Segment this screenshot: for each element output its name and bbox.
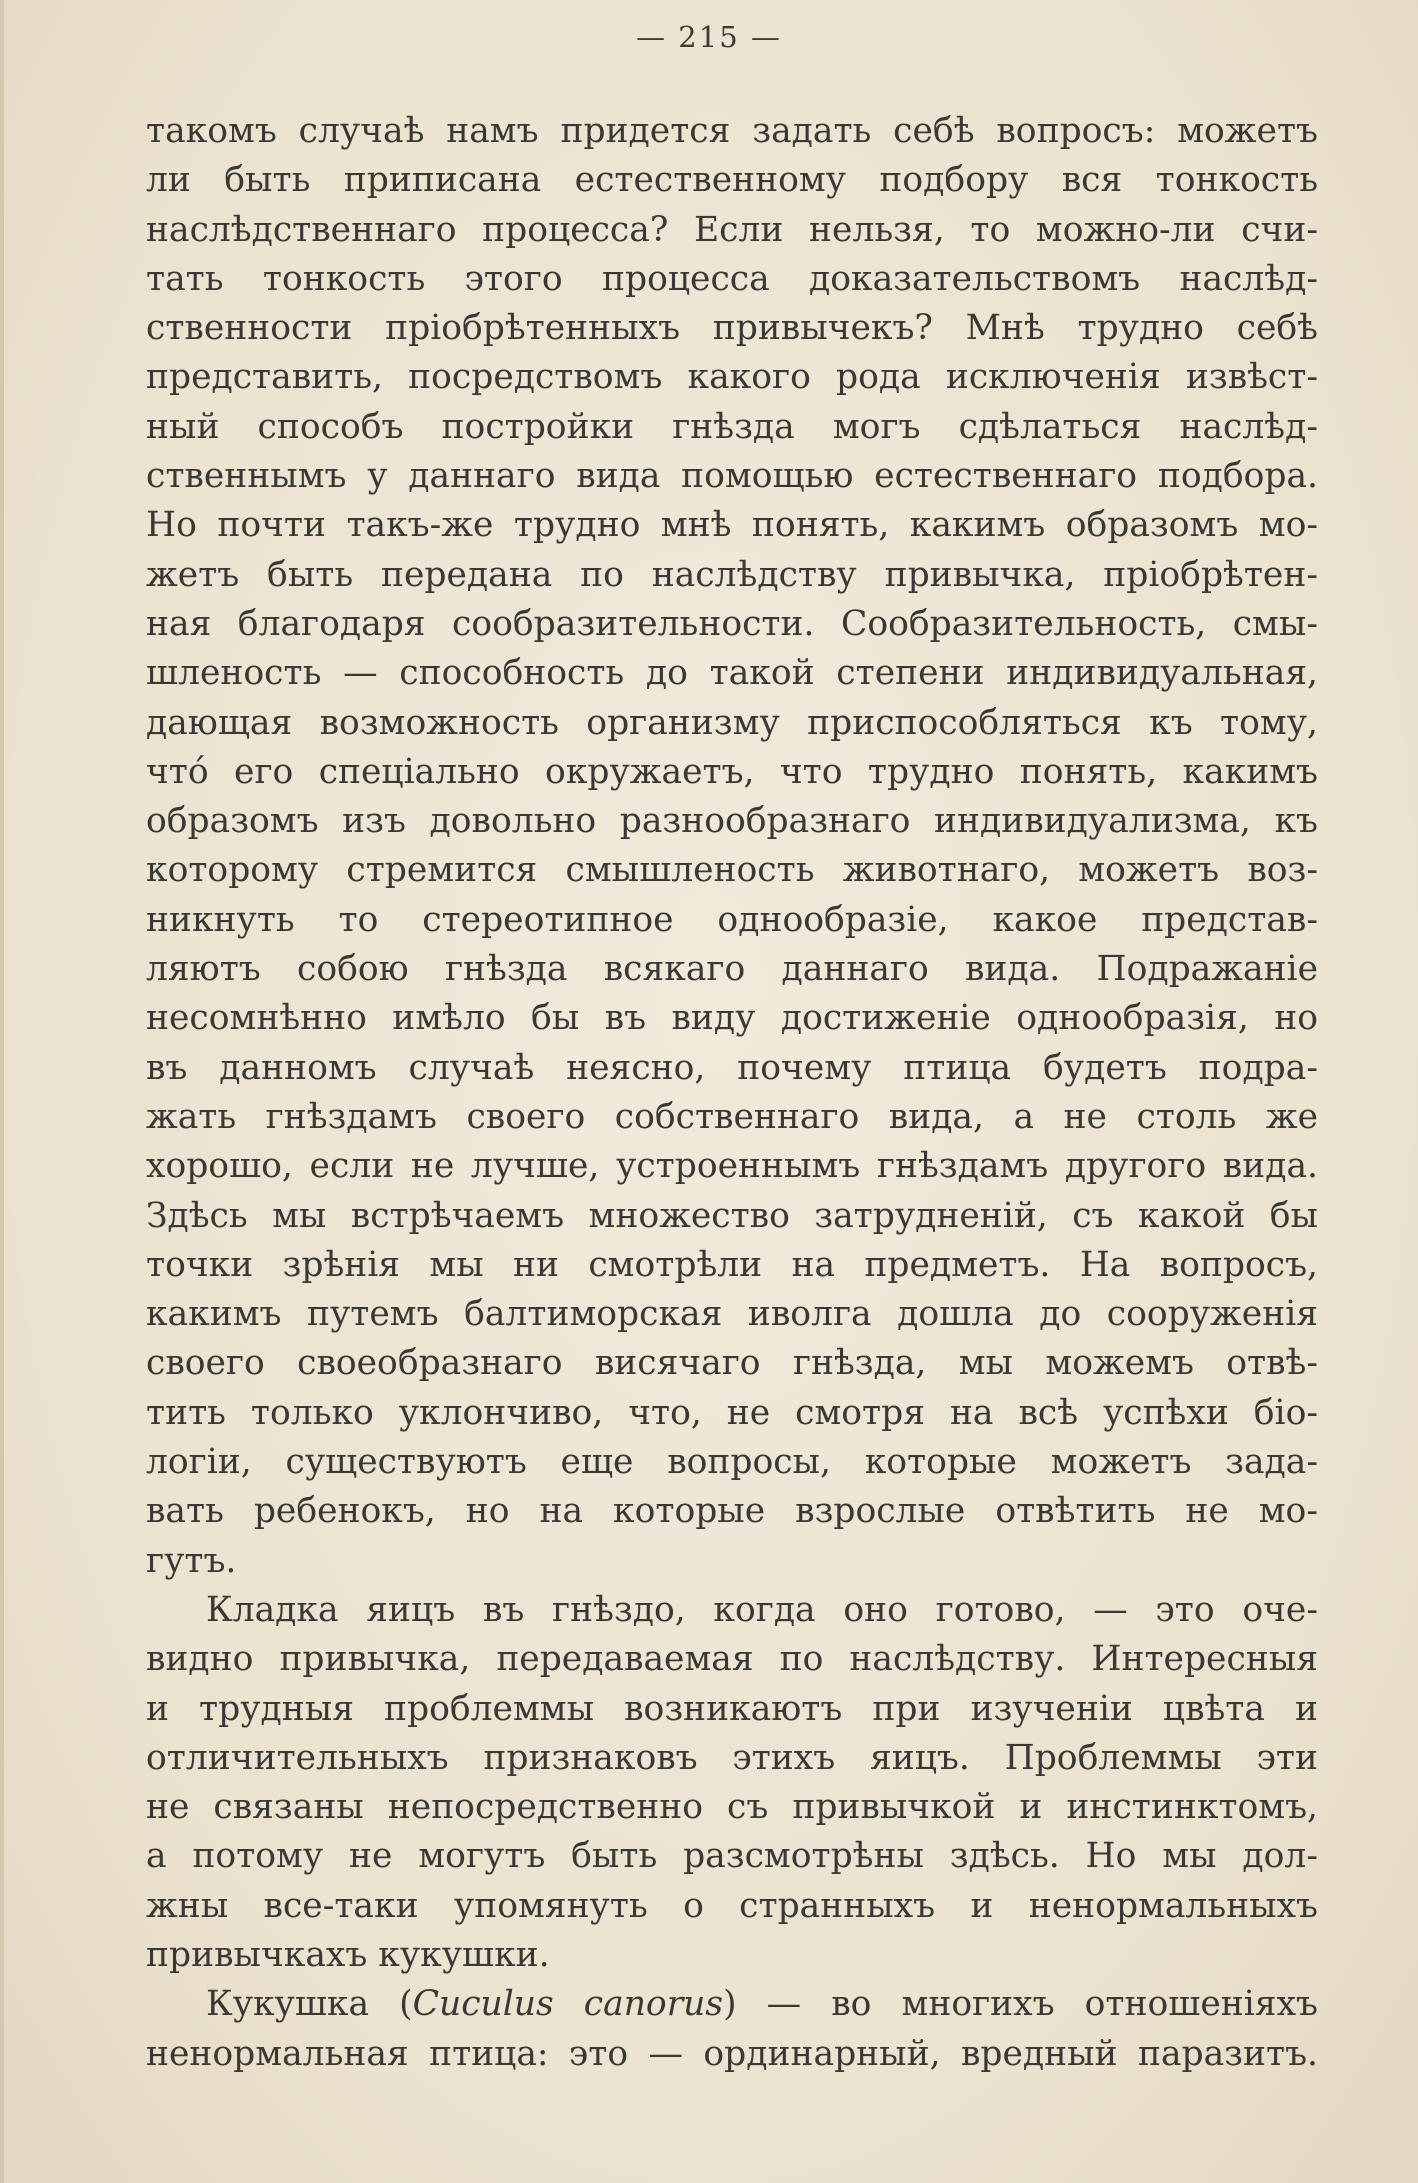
text-line: жетъ быть передана по наслѣдству привычка, пріобрѣтен- xyxy=(146,554,1318,595)
page-left-edge xyxy=(0,0,4,2183)
text-line: жать гнѣздамъ своего собственнаго вида, а не столь же xyxy=(146,1096,1318,1137)
text-line: отличительныхъ признаковъ этихъ яицъ. Проблеммы эти xyxy=(146,1737,1318,1778)
latin-species-name: Cuculus canorus xyxy=(412,1984,724,2025)
line-text-after: ) — во многихъ отношеніяхъ xyxy=(723,1984,1318,2025)
text-line: вать ребенокъ, но на которые взрослые отвѣтить не мо- xyxy=(146,1491,1318,1532)
text-line: что́ его спеціально окружаетъ, что трудно понять, какимъ xyxy=(146,751,1318,792)
text-line: шленость — способность до такой степени индивидуальная, xyxy=(146,653,1318,694)
paragraph-end-line: привычкахъ кукушки. xyxy=(146,1934,550,1975)
text-line: ная благодаря сообразительности. Сообразительность, смы- xyxy=(146,603,1318,644)
text-line: тать тонкость этого процесса доказательствомъ наслѣд- xyxy=(146,258,1318,299)
text-line: дающая возможность организму приспособляться къ тому, xyxy=(146,702,1318,743)
text-line: какимъ путемъ балтиморская иволга дошла до сооруженія xyxy=(146,1294,1318,1335)
text-line: и трудныя проблеммы возникаютъ при изученіи цвѣта и xyxy=(146,1688,1318,1729)
text-line: жны все-таки упомянуть о странныхъ и ненормальныхъ xyxy=(146,1885,1318,1926)
paragraph-end-line: гутъ. xyxy=(146,1540,237,1581)
text-line: хорошо, если не лучше, устроеннымъ гнѣздамъ другого вида. xyxy=(146,1146,1318,1187)
text-line: Здѣсь мы встрѣчаемъ множество затрудненій, съ какой бы xyxy=(146,1195,1318,1236)
text-line: ли быть приписана естественному подбору вся тонкость xyxy=(146,160,1318,201)
text-line: логіи, существуютъ еще вопросы, которые можетъ зада- xyxy=(146,1442,1318,1483)
text-line: точки зрѣнія мы ни смотрѣли на предметъ. На вопросъ, xyxy=(146,1244,1318,1285)
text-line: такомъ случаѣ намъ придется задать себѣ вопросъ: можетъ xyxy=(146,111,1318,151)
text-line: не связаны непосредственно съ привычкой и инстинктомъ, xyxy=(146,1787,1318,1828)
paragraph-start-line xyxy=(146,1980,1318,2029)
body-text xyxy=(146,107,1318,2079)
text-line: въ данномъ случаѣ неясно, почему птица будетъ подра- xyxy=(146,1047,1318,1088)
text-line: своего своеобразнаго висячаго гнѣзда, мы можемъ отвѣ- xyxy=(146,1343,1318,1384)
text-line: а потому не могутъ быть разсмотрѣны здѣсь. Но мы дол- xyxy=(146,1836,1318,1877)
text-line: ный способъ постройки гнѣзда могъ сдѣлаться наслѣд- xyxy=(146,406,1318,447)
text-line: видно привычка, передаваемая по наслѣдству. Интересныя xyxy=(146,1639,1318,1680)
text-line: образомъ изъ довольно разнообразнаго индивидуализма, къ xyxy=(146,801,1318,842)
text-line: наслѣдственнаго процесса? Если нельзя, то можно-ли счи- xyxy=(146,209,1318,250)
page-number: — 215 — xyxy=(636,20,782,54)
text-line: ственнымъ у даннаго вида помощью естественнаго подбора. xyxy=(146,456,1318,497)
text-line: представить, посредствомъ какого рода исключенія извѣст- xyxy=(146,357,1318,398)
text-line: Но почти такъ-же трудно мнѣ понять, какимъ образомъ мо- xyxy=(146,505,1318,546)
paragraph-start-line: Кладка яицъ въ гнѣздо, когда оно готово, — это оче- xyxy=(206,1589,1318,1630)
line-text-before: Кукушка ( xyxy=(206,1984,413,2025)
text-line: никнуть то стереотипное однообразіе, какое представ- xyxy=(146,899,1318,940)
text-line: тить только уклончиво, что, не смотря на всѣ успѣхи біо- xyxy=(146,1392,1318,1433)
text-line: несомнѣнно имѣло бы въ виду достиженіе однообразія, но xyxy=(146,998,1318,1039)
text-line: ляютъ собою гнѣзда всякаго даннаго вида. Подражаніе xyxy=(146,949,1318,990)
text-line: ненормальная птица: это — ординарный, вредный паразитъ. xyxy=(146,2033,1318,2074)
text-line: которому стремится смышленость животнаго, можетъ воз- xyxy=(146,850,1318,891)
text-line: ственности пріобрѣтенныхъ привычекъ? Мнѣ трудно себѣ xyxy=(146,308,1318,349)
